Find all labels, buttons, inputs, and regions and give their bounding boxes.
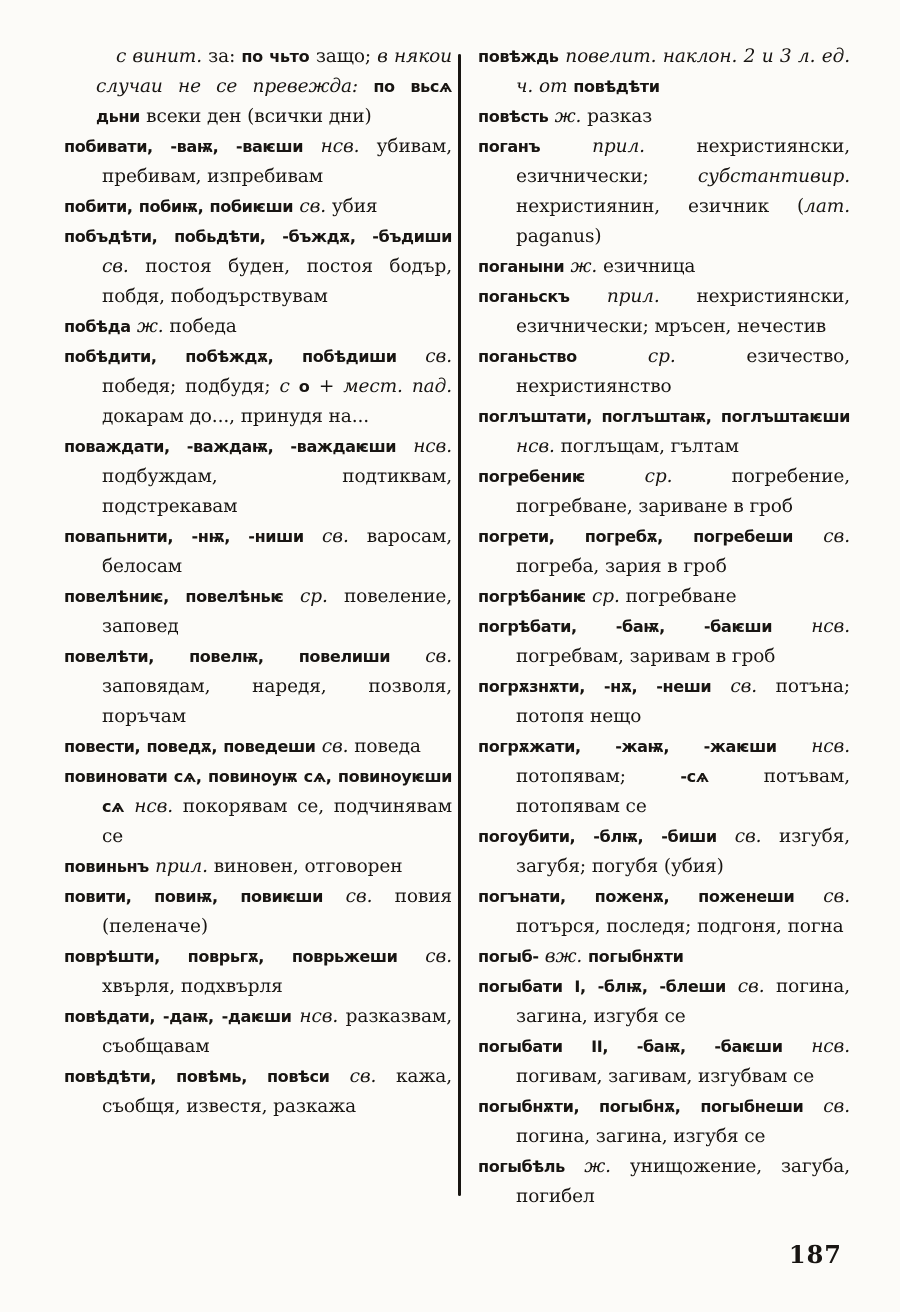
grammar-label: ж. [136,316,170,337]
grammar-label: вж. [544,946,588,967]
grammar-label: св. [734,826,779,847]
dictionary-entry [478,1152,850,1212]
grammar-label: св. [737,976,776,997]
grammar-label: св. [102,256,146,277]
definition-text: хвърля, подхвърля [102,976,283,997]
dictionary-entry [478,282,850,342]
grammar-label: св. [730,676,776,697]
dictionary-entry [478,132,850,252]
headword: погрѫжати, -жаѭ, -жаѥши [478,737,812,756]
grammar-label: св. [425,346,452,367]
definition-text: разказвам, съобщавам [102,1006,453,1057]
headword: повелѣти, повелѭ, повелиши [64,647,426,666]
grammar-label: св. [823,886,850,907]
definition-text: постоя буден, постоя бодър, побдя, пободърствувам [102,256,452,307]
grammar-label: ср. [644,466,732,487]
headword: повести, поведѫ, поведеши [64,737,322,756]
dictionary-entry [478,1092,850,1152]
dictionary-entry [478,672,850,732]
grammar-label: лат. [804,196,850,217]
dictionary-entry [478,42,850,102]
definition-text: виновен, отговорен [213,856,403,877]
definition-text: погина, загина, изгубя се [516,1126,766,1147]
dictionary-entry [64,942,452,1002]
definition-text: докарам до..., принудя на... [102,406,370,427]
definition-text: всеки ден (всички дни) [146,106,372,127]
grammar-label: св. [322,526,367,547]
dictionary-entry [478,972,850,1032]
headword: по чьто [241,47,316,66]
headword: поганьство [478,347,648,366]
definition-text: за: [208,46,242,67]
definition-text: погивам, загивам, изгубвам се [516,1066,815,1087]
headword: -сѧ [680,767,764,786]
grammar-label: нсв. [811,616,850,637]
grammar-label: ср. [300,586,344,607]
headword: повѣдати, -даѭ, -даѥши [64,1007,300,1026]
grammar-label: нсв. [134,796,183,817]
dictionary-entry [64,642,452,732]
headword: повѣдѣти [573,77,660,96]
headword: поганыни [478,257,571,276]
dictionary-entry [478,522,850,582]
dictionary-entry [478,1032,850,1092]
headword: повиньнъ [64,857,156,876]
headword: повѣждь [478,47,566,66]
dictionary-entry [478,342,850,402]
definition-text: погребване [625,586,737,607]
definition-text: погребение, погребване, зариване в гроб [516,466,850,517]
definition-text: + [318,376,344,397]
dictionary-entry [478,822,850,882]
headword: повапьнити, -нѭ, -ниши [64,527,323,546]
dictionary-entry [64,582,452,642]
headword: погрѫзнѫти, -нѫ, -неши [478,677,731,696]
page-number: 187 [788,1240,842,1269]
headword: побѣда [64,317,137,336]
headword: побивати, -ваѭ, -ваѥши [64,137,321,156]
column-right [478,42,850,1212]
grammar-label: прил. [606,286,697,307]
definition-text: убивам, пребивам, изпребивам [102,136,452,187]
dictionary-entry [64,432,452,522]
grammar-label: ж. [584,1156,630,1177]
definition-text: езичница [602,256,696,277]
definition-text: поглъщам, гълтам [560,436,739,457]
dictionary-entry [478,612,850,672]
headword: поганьскъ [478,287,607,306]
grammar-label: св. [425,646,452,667]
grammar-label: мест. пад. [343,376,452,397]
definition-text: paganus) [516,226,602,247]
headword: поглъштати, поглъштаѭ, поглъштаѥши [478,407,850,426]
dictionary-entry [64,312,452,342]
dictionary-entry [64,1062,452,1122]
headword: погоубити, -блѭ, -биши [478,827,735,846]
headword: побити, побиѭ, побиѥши [64,197,300,216]
headword: повѣсть [478,107,555,126]
dictionary-entry [64,342,452,432]
definition-text: потопявам; [516,766,681,787]
grammar-label: ср. [592,586,626,607]
headword: по вьсѧ дьни [96,77,453,126]
dictionary-entry [64,522,452,582]
definition-text: нехристиянин, езичник ( [516,196,805,217]
dictionary-entry [478,102,850,132]
headword: погыб- [478,947,545,966]
dictionary-entry [64,882,452,942]
grammar-label: ж. [554,106,588,127]
headword: побъдѣти, побьдѣти, -бъждѫ, -бъдиши [64,227,452,246]
headword: погрѣбаниѥ [478,587,593,606]
grammar-label: в някои случаи не се превежда: [96,46,452,97]
dictionary-entry [478,462,850,522]
dictionary-entry [64,852,452,882]
grammar-label: св. [823,526,850,547]
headword: повити, повиѭ, повиѥши [64,887,346,906]
dictionary-entry [478,252,850,282]
headword: погрети, погребѫ, погребеши [478,527,824,546]
headword: погънати, поженѫ, поженеши [478,887,824,906]
column-left [64,42,452,1122]
grammar-label: св. [299,196,332,217]
definition-text: варосам, белосам [102,526,452,577]
definition-text: повия (пеленаче) [102,886,452,937]
headword: погрѣбати, -баѭ, -баѥши [478,617,812,636]
headword: погыбати I, -блѭ, -блеши [478,977,738,996]
definition-text: разказ [587,106,653,127]
definition-text: покорявам се, подчинявам се [102,796,453,847]
grammar-label: с винит. [116,46,209,67]
entry-continuation [64,42,452,132]
definition-text: победя; подбудя; [102,376,280,397]
headword: поганъ [478,137,593,156]
dictionary-entry [64,132,452,192]
definition-text: потъвам, потопявам се [516,766,850,817]
grammar-label: прил. [592,136,697,157]
headword: погыбнѫти, погыбнѫ, погыбнеши [478,1097,824,1116]
dictionary-entry [64,192,452,222]
definition-text: погреба, зария в гроб [516,556,727,577]
grammar-label: субстантивир. [697,166,850,187]
definition-text: унищожение, загуба, погибел [516,1156,850,1207]
definition-text: езичество, нехристиянство [516,346,850,397]
definition-text: защо; [315,46,378,67]
dictionary-entry [64,1002,452,1062]
definition-text: кажа, съобщя, известя, разкажа [102,1066,452,1117]
grammar-label: св. [425,946,452,967]
definition-text: победа [169,316,237,337]
definition-text: заповядам, наредя, позволя, поръчам [102,676,452,727]
definition-text: изгубя, загубя; погубя (убия) [516,826,850,877]
grammar-label: св. [349,1066,396,1087]
grammar-label: прил. [155,856,214,877]
dictionary-entry [64,732,452,762]
dictionary-entry [478,942,850,972]
dictionary-entry [64,222,452,312]
grammar-label: св. [345,886,395,907]
definition-text: погина, загина, изгубя се [516,976,850,1027]
definition-text: убия [331,196,378,217]
definition-text: нехристиянски, езичнически; [516,136,850,187]
headword: поваждати, -важдаѭ, -важдаѥши [64,437,414,456]
grammar-label: нсв. [811,736,850,757]
dictionary-entry [478,582,850,612]
dictionary-entry [64,762,452,852]
headword: о [298,377,319,396]
grammar-label: св. [321,736,355,757]
grammar-label: нсв. [320,136,377,157]
headword: повелѣниѥ, повелѣньѥ [64,587,300,606]
headword: погребениѥ [478,467,645,486]
definition-text: потъна; потопя нещо [516,676,850,727]
definition-text: подбуждам, подтиквам, подстрекавам [102,466,452,517]
definition-text: нехристиянски, езичнически; мръсен, нечестив [516,286,850,337]
headword: поврѣшти, поврьгѫ, поврьжеши [64,947,426,966]
dictionary-entry [478,882,850,942]
headword: побѣдити, побѣждѫ, побѣдиши [64,347,426,366]
definition-text: потърся, последя; подгоня, погна [516,916,844,937]
grammar-label: нсв. [811,1036,850,1057]
headword: погыбати II, -баѭ, -баѥши [478,1037,812,1056]
grammar-label: нсв. [516,436,561,457]
grammar-label: повелит. наклон. 2 и 3 л. ед. ч. от [516,46,850,97]
headword: повиновати сѧ, повиноуѭ сѧ, повиноуѥши сѧ [64,767,452,816]
dictionary-entry [478,402,850,462]
headword: погыбѣль [478,1157,585,1176]
grammar-label: ж. [570,256,603,277]
grammar-label: нсв. [299,1006,346,1027]
definition-text: повеление, заповед [102,586,452,637]
definition-text: поведа [354,736,421,757]
headword: погыбнѫти [587,947,684,966]
grammar-label: нсв. [413,436,452,457]
dictionary-entry [478,732,850,822]
grammar-label: св. [823,1096,850,1117]
headword: повѣдѣти, повѣмь, повѣси [64,1067,350,1086]
grammar-label: ср. [647,346,747,367]
column-divider [458,54,461,1196]
definition-text: погребвам, заривам в гроб [516,646,776,667]
grammar-label: с [279,376,299,397]
